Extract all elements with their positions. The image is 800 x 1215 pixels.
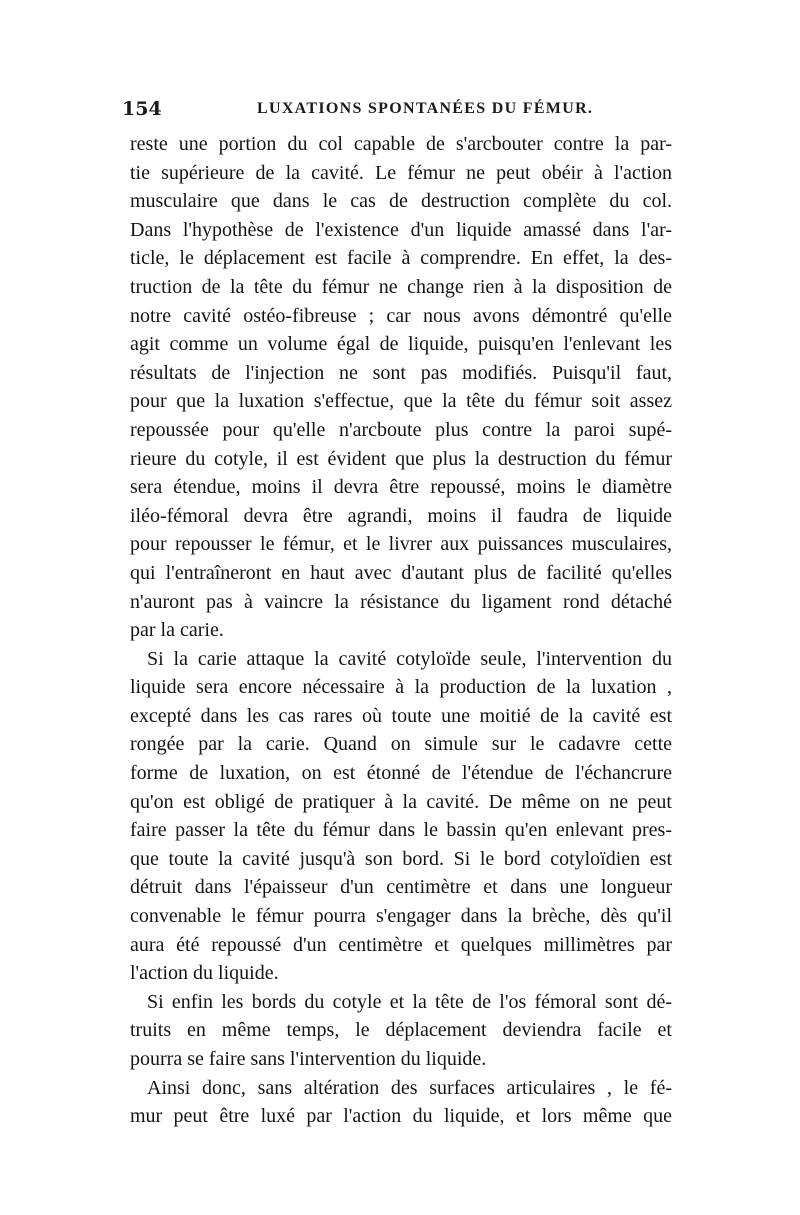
text-line: reste une portion du col capable de s'arcbouter contre la par- <box>130 133 672 155</box>
paragraph-start-line: Ainsi donc, sans altération des surfaces articulaires , le fé- <box>147 1076 672 1099</box>
text-line: qui l'entraîneront en haut avec d'autant plus de facilité qu'elles <box>130 561 672 584</box>
text-line: pour que la luxation s'effectue, que la tête du fémur soit assez <box>130 390 672 413</box>
paragraph-end-line: par la carie. <box>130 619 224 642</box>
text-line: tie supérieure de la cavité. Le fémur ne peut obéir à l'action <box>130 161 672 184</box>
text-line: mur peut être luxé par l'action du liquide, et lors même que <box>130 1105 672 1128</box>
text-line: pour repousser le fémur, et le livrer aux puissances musculaires, <box>130 533 672 556</box>
text-line: liquide sera encore nécessaire à la production de la luxation , <box>130 676 672 699</box>
text-line: n'auront pas à vaincre la résistance du ligament rond détaché <box>130 590 672 613</box>
text-line: excepté dans les cas rares où toute une moitié de la cavité est <box>130 704 672 727</box>
page-header <box>122 98 678 126</box>
text-line: sera étendue, moins il devra être repoussé, moins le diamètre <box>130 476 672 499</box>
text-line: rieure du cotyle, il est évident que plus la destruction du fémur <box>130 447 672 470</box>
text-line: ticle, le déplacement est facile à comprendre. En effet, la des- <box>130 247 672 270</box>
text-line: faire passer la tête du fémur dans le bassin qu'en enlevant pres- <box>130 819 672 842</box>
paragraph-start-line: Si la carie attaque la cavité cotyloïde seule, l'intervention du <box>147 647 672 670</box>
text-line: Dans l'hypothèse de l'existence d'un liquide amassé dans l'ar- <box>130 218 672 241</box>
running-title: LUXATIONS SPONTANÉES DU FÉMUR. <box>257 100 594 117</box>
body-text <box>130 130 672 1131</box>
paragraph-end-line: pourra se faire sans l'intervention du liquide. <box>130 1048 487 1070</box>
text-line: détruit dans l'épaisseur d'un centimètre et dans une longueur <box>130 876 672 899</box>
text-line: musculaire que dans le cas de destruction complète du col. <box>130 190 672 213</box>
text-line: convenable le fémur pourra s'engager dans la brèche, dès qu'il <box>130 905 672 928</box>
page-number: 154 <box>122 98 162 120</box>
text-line: truction de la tête du fémur ne change rien à la disposition de <box>130 275 672 298</box>
text-line: résultats de l'injection ne sont pas modifiés. Puisqu'il faut, <box>130 361 672 384</box>
text-line: que toute la cavité jusqu'à son bord. Si le bord cotyloïdien est <box>130 847 672 870</box>
text-line: aura été repoussé d'un centimètre et quelques millimètres par <box>130 933 672 956</box>
text-line: forme de luxation, on est étonné de l'étendue de l'échancrure <box>130 762 672 785</box>
paragraph-end-line: l'action du liquide. <box>130 962 279 985</box>
text-line: repoussée pour qu'elle n'arcboute plus contre la paroi supé- <box>130 418 672 441</box>
text-line: qu'on est obligé de pratiquer à la cavité. De même on ne peut <box>130 790 672 813</box>
paragraph-start-line: Si enfin les bords du cotyle et la tête de l'os fémoral sont dé- <box>147 990 672 1013</box>
text-line: truits en même temps, le déplacement deviendra facile et <box>130 1019 672 1042</box>
text-line: iléo-fémoral devra être agrandi, moins il faudra de liquide <box>130 504 672 527</box>
text-line: rongée par la carie. Quand on simule sur le cadavre cette <box>130 733 672 756</box>
text-line: agit comme un volume égal de liquide, puisqu'en l'enlevant les <box>130 333 672 356</box>
text-line: notre cavité ostéo-fibreuse ; car nous avons démontré qu'elle <box>130 304 672 327</box>
